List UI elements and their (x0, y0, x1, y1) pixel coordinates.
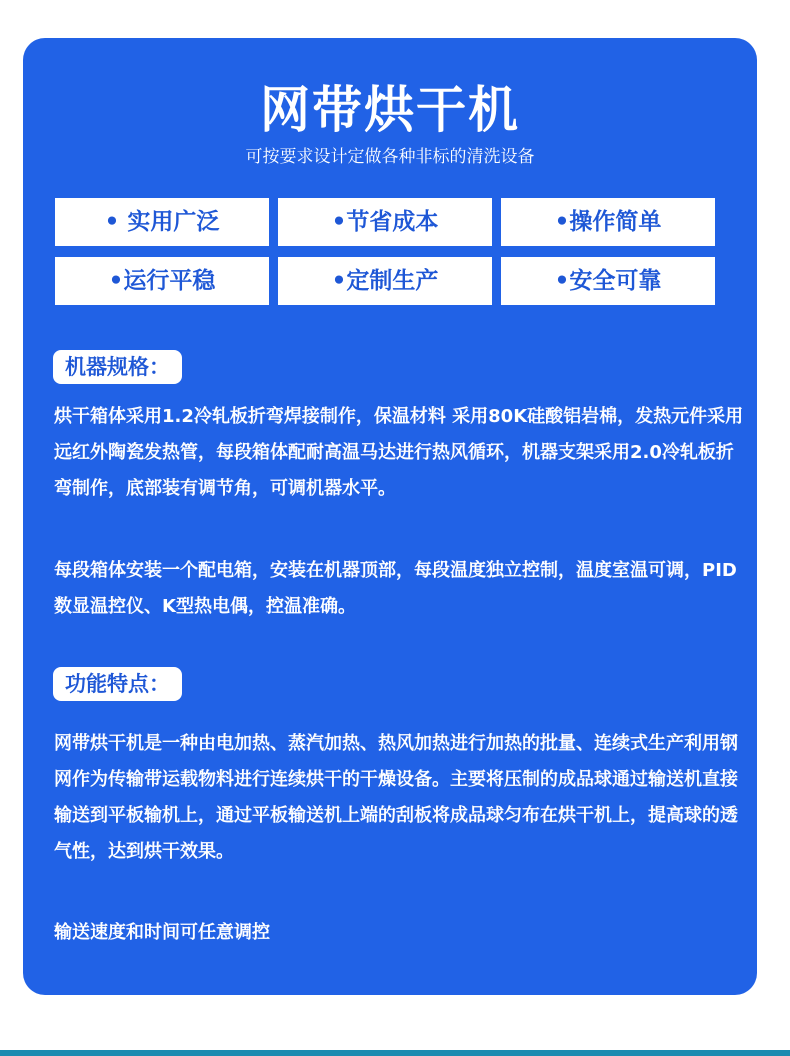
features-paragraph: 输送速度和时间可任意调控 (54, 922, 270, 943)
specs-paragraph: 每段箱体安装一个配电箱，安装在机器顶部，每段温度独立控制，温度室温可调，PID数显温控仪、K型热电偶，控温准确。 (54, 560, 737, 617)
feature-tag: •运行平稳 (55, 257, 269, 305)
page-subtitle: 可按要求设计定做各种非标的清洗设备 (245, 147, 535, 167)
feature-tag: •安全可靠 (501, 257, 715, 305)
features-heading: 功能特点： (53, 667, 182, 701)
feature-tag: •节省成本 (278, 198, 492, 246)
features-paragraph: 网带烘干机是一种由电加热、蒸汽加热、热风加热进行加热的批量、连续式生产利用钢网作为传输带运载物料进行连续烘干的干燥设备。主要将压制的成品球通过输送机直接输送到平板输机上，通过平板输送机上端的刮板将成品球匀布在烘干机上，提高球的透气性，达到烘干效果。 (54, 733, 738, 862)
page-title: 网带烘干机 (260, 81, 520, 139)
bottom-divider (0, 1050, 790, 1056)
specs-heading: 机器规格： (53, 350, 182, 384)
product-card (23, 38, 757, 995)
feature-tag: •定制生产 (278, 257, 492, 305)
feature-tag: •操作简单 (501, 198, 715, 246)
feature-tag: • 实用广泛 (55, 198, 269, 246)
specs-paragraph: 烘干箱体采用1.2冷轧板折弯焊接制作，保温材料 采用80K硅酸铝岩棉，发热元件采用远红外陶瓷发热管，每段箱体配耐高温马达进行热风循环，机器支架采用2.0冷轧板折弯制作，底部装有调节角，可调机器水平。 (54, 406, 744, 499)
